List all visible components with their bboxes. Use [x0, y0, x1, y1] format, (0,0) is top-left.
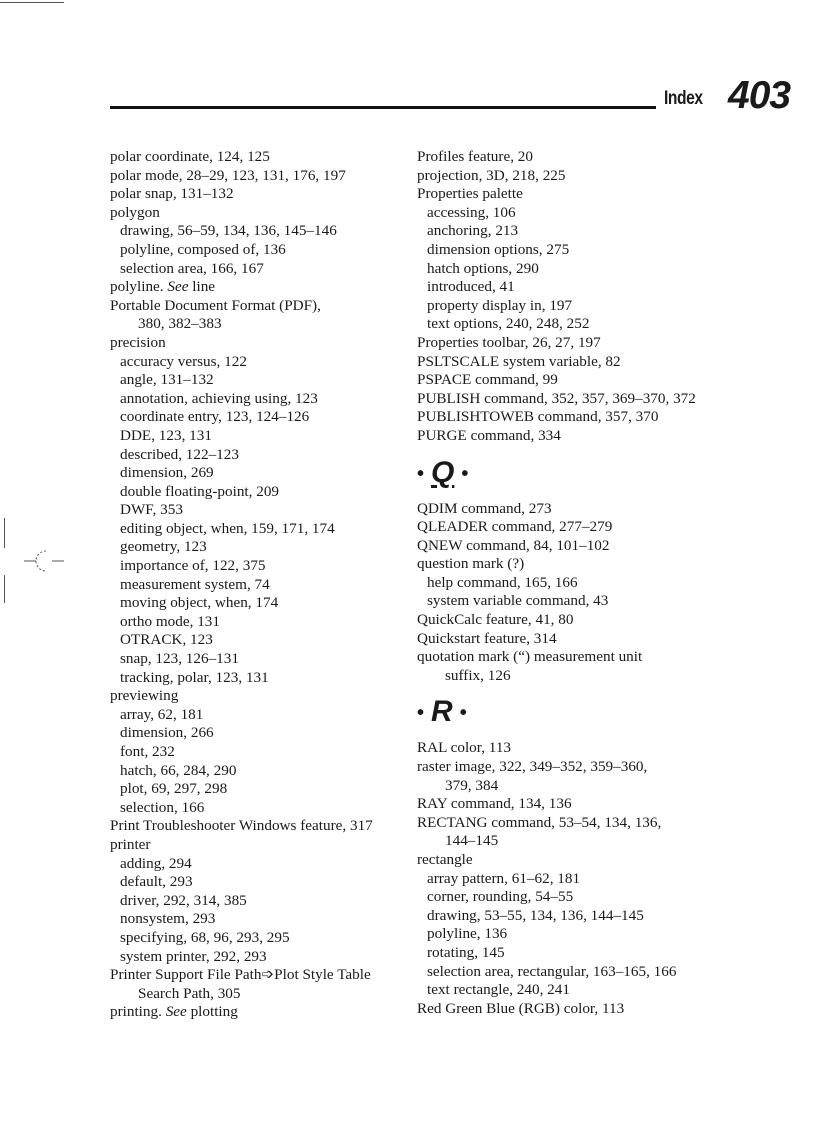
index-subentry	[110, 371, 410, 390]
bullet-icon: •	[417, 702, 425, 725]
entry-text: tracking, polar, 123, 131	[120, 668, 269, 686]
entry-text: Profiles feature, 20	[417, 148, 533, 165]
entry-text: font, 232	[120, 743, 175, 760]
index-entry	[417, 500, 717, 519]
index-entry-continuation	[110, 315, 410, 334]
entry-text: geometry, 123	[120, 538, 207, 556]
entry-text: PUBLISHTOWEB command, 357, 370	[417, 408, 659, 426]
see-reference: See	[165, 1003, 187, 1021]
index-subentry	[110, 762, 410, 781]
index-entry-continuation	[110, 985, 410, 1004]
index-subentry	[110, 464, 410, 483]
entry-text: rectangle	[417, 851, 473, 868]
entry-text: dimension, 266	[120, 724, 214, 742]
entry-text: accessing, 106	[427, 203, 516, 221]
entry-text: polyline, composed of, 136	[120, 240, 286, 258]
entry-text: previewing	[110, 687, 179, 705]
entry-text: QNEW command, 84, 101–102	[417, 536, 610, 554]
index-subentry	[417, 297, 717, 316]
entry-text: suffix, 126	[445, 666, 511, 684]
entry-text: selection area, rectangular, 163–165, 166	[427, 962, 677, 980]
index-subentry	[417, 870, 717, 889]
index-entry	[417, 537, 717, 556]
index-entry	[417, 185, 717, 204]
index-entry	[417, 648, 717, 667]
entry-text: 380, 382–383	[138, 315, 222, 333]
index-subentry	[110, 631, 410, 650]
crop-mark-left-lower	[4, 575, 5, 603]
index-subentry	[110, 427, 410, 446]
index-entry	[110, 204, 410, 223]
entry-text: question mark (?)	[417, 555, 525, 573]
index-subentry	[110, 520, 410, 539]
entry-text: text rectangle, 240, 241	[427, 981, 570, 999]
index-subentry	[417, 241, 717, 260]
entry-text: polygon	[110, 203, 160, 221]
index-entry	[110, 167, 410, 186]
entry-text: driver, 292, 314, 385	[120, 891, 247, 909]
entry-text: anchoring, 213	[427, 222, 519, 240]
section-heading-r	[417, 685, 717, 739]
entry-text: plot, 69, 297, 298	[120, 780, 228, 798]
entry-text: corner, rounding, 54–55	[427, 888, 574, 906]
entry-text: adding, 294	[120, 854, 192, 872]
entry-text: accuracy versus, 122	[120, 352, 247, 370]
entry-text: editing object, when, 159, 171, 174	[120, 519, 335, 537]
index-entry-continuation	[417, 832, 717, 851]
see-target: line	[188, 278, 216, 296]
entry-text: importance of, 122, 375	[120, 557, 266, 575]
entry-text: PUBLISH command, 352, 357, 369–370, 372	[417, 389, 696, 407]
entry-text: PURGE command, 334	[417, 426, 561, 444]
entry-text: QDIM command, 273	[417, 499, 552, 517]
entry-text: precision	[110, 333, 166, 351]
page-number: 403	[728, 74, 791, 117]
entry-text: help command, 165, 166	[427, 573, 578, 591]
entry-text: annotation, achieving using, 123	[120, 389, 318, 407]
index-subentry	[110, 557, 410, 576]
index-entry	[417, 371, 717, 390]
section-letter-q: Q	[431, 455, 455, 489]
index-subentry	[110, 855, 410, 874]
entry-text: PSPACE command, 99	[417, 371, 558, 389]
index-subentry	[110, 222, 410, 241]
entry-text: raster image, 322, 349–352, 359–360,	[417, 758, 648, 776]
crop-mark-left-upper	[4, 518, 5, 548]
index-entry	[110, 334, 410, 353]
index-column-right	[417, 148, 717, 1018]
entry-text: RECTANG command, 53–54, 134, 136,	[417, 813, 662, 831]
index-entry	[417, 148, 717, 167]
index-subentry	[110, 948, 410, 967]
index-entry	[417, 518, 717, 537]
index-subentry	[110, 650, 410, 669]
entry-text: dimension options, 275	[427, 240, 570, 258]
entry-text: projection, 3D, 218, 225	[417, 166, 566, 184]
running-header-title: Index	[664, 88, 703, 109]
index-subentry	[110, 929, 410, 948]
entry-text: printing.	[110, 1003, 166, 1021]
entry-text: array, 62, 181	[120, 705, 204, 723]
index-entry	[110, 278, 410, 297]
entry-text: 144–145	[445, 832, 499, 850]
index-entry	[110, 817, 410, 836]
index-subentry	[110, 613, 410, 632]
index-entry	[417, 630, 717, 649]
index-column-left	[110, 148, 410, 1022]
bullet-icon: •	[459, 702, 467, 725]
index-entry	[417, 795, 717, 814]
index-subentry	[110, 780, 410, 799]
index-entry	[417, 555, 717, 574]
entry-text: Search Path, 305	[138, 984, 241, 1002]
entry-text: polar mode, 28–29, 123, 131, 176, 197	[110, 166, 346, 184]
index-entry	[417, 758, 717, 777]
entry-text: system variable command, 43	[427, 592, 609, 610]
entry-text: system printer, 292, 293	[120, 947, 267, 965]
entry-text: RAL color, 113	[417, 739, 512, 757]
entry-text: text options, 240, 248, 252	[427, 315, 590, 333]
index-group-q	[417, 500, 717, 686]
entry-text: polyline.	[110, 278, 168, 296]
index-subentry	[417, 944, 717, 963]
index-subentry	[110, 910, 410, 929]
index-entry	[417, 427, 717, 446]
index-subentry	[417, 907, 717, 926]
index-subentry	[110, 873, 410, 892]
registration-mark-icon	[24, 549, 64, 573]
header-rule	[110, 106, 656, 109]
entry-text: property display in, 197	[427, 296, 573, 314]
index-entry	[417, 814, 717, 833]
index-entry	[417, 167, 717, 186]
entry-text: hatch, 66, 284, 290	[120, 761, 237, 779]
entry-text: selection area, 166, 167	[120, 259, 264, 277]
index-entry	[110, 836, 410, 855]
index-subentry	[110, 892, 410, 911]
entry-text: polyline, 136	[427, 925, 508, 943]
see-reference: See	[167, 278, 189, 296]
entry-text: Printer Support File Path➩Plot Style Table	[110, 966, 371, 984]
index-subentry	[110, 799, 410, 818]
index-subentry	[110, 483, 410, 502]
entry-text: dimension, 269	[120, 464, 214, 482]
entry-text: QLEADER command, 277–279	[417, 518, 613, 536]
index-subentry	[417, 315, 717, 334]
index-entry	[417, 739, 717, 758]
entry-text: default, 293	[120, 873, 193, 891]
entry-text: DDE, 123, 131	[120, 426, 212, 444]
index-subentry	[110, 446, 410, 465]
entry-text: snap, 123, 126–131	[120, 650, 239, 668]
index-entry	[417, 408, 717, 427]
see-target: plotting	[186, 1003, 238, 1021]
index-subentry	[110, 408, 410, 427]
entry-text: described, 122–123	[120, 445, 239, 463]
index-group-p	[417, 148, 717, 446]
entry-text: RAY command, 134, 136	[417, 795, 572, 813]
entry-text: Properties palette	[417, 185, 523, 203]
index-subentry	[417, 260, 717, 279]
entry-text: 379, 384	[445, 776, 499, 794]
entry-text: PSLTSCALE system variable, 82	[417, 352, 621, 370]
entry-text: rotating, 145	[427, 943, 505, 961]
bullet-icon: •	[417, 462, 425, 485]
index-entry	[417, 334, 717, 353]
index-entry	[417, 611, 717, 630]
entry-text: ortho mode, 131	[120, 612, 220, 630]
entry-text: double floating-point, 209	[120, 482, 280, 500]
entry-text: drawing, 56–59, 134, 136, 145–146	[120, 222, 337, 240]
index-entry	[110, 148, 410, 167]
index-subentry	[110, 538, 410, 557]
index-subentry	[417, 574, 717, 593]
index-subentry	[110, 669, 410, 688]
index-subentry	[110, 576, 410, 595]
index-group-r	[417, 739, 717, 1018]
index-entry	[417, 1000, 717, 1019]
index-subentry	[110, 743, 410, 762]
index-subentry	[417, 981, 717, 1000]
index-entry	[110, 966, 410, 985]
index-entry	[110, 687, 410, 706]
bullet-icon: •	[461, 462, 469, 485]
entry-text: DWF, 353	[120, 501, 183, 519]
entry-text: OTRACK, 123	[120, 631, 213, 649]
entry-text: polar coordinate, 124, 125	[110, 148, 270, 165]
entry-text: drawing, 53–55, 134, 136, 144–145	[427, 906, 644, 924]
index-subentry	[110, 501, 410, 520]
index-subentry	[110, 241, 410, 260]
entry-text: specifying, 68, 96, 293, 295	[120, 928, 290, 946]
index-subentry	[417, 925, 717, 944]
index-entry-continuation	[417, 667, 717, 686]
entry-text: introduced, 41	[427, 278, 515, 296]
index-entry	[417, 851, 717, 870]
index-entry	[417, 353, 717, 372]
entry-text: selection, 166	[120, 798, 205, 816]
index-subentry	[417, 204, 717, 223]
entry-text: moving object, when, 174	[120, 594, 279, 612]
entry-text: hatch options, 290	[427, 259, 539, 277]
entry-text: Properties toolbar, 26, 27, 197	[417, 333, 601, 351]
section-heading-q	[417, 446, 717, 500]
entry-text: polar snap, 131–132	[110, 185, 234, 203]
index-entry	[417, 390, 717, 409]
index-subentry	[417, 222, 717, 241]
entry-text: angle, 131–132	[120, 371, 214, 389]
index-subentry	[417, 963, 717, 982]
entry-text: nonsystem, 293	[120, 910, 216, 928]
entry-text: measurement system, 74	[120, 575, 270, 593]
entry-text: coordinate entry, 123, 124–126	[120, 408, 310, 426]
entry-text: QuickCalc feature, 41, 80	[417, 611, 574, 629]
index-subentry	[417, 592, 717, 611]
index-subentry	[417, 888, 717, 907]
entry-text: Print Troubleshooter Windows feature, 317	[110, 817, 373, 835]
index-subentry	[110, 594, 410, 613]
index-subentry	[110, 260, 410, 279]
index-entry	[110, 297, 410, 316]
index-subentry	[110, 390, 410, 409]
entry-text: Portable Document Format (PDF),	[110, 296, 321, 314]
section-letter-r: R	[431, 695, 453, 729]
entry-text: quotation mark (“) measurement unit	[417, 648, 643, 666]
index-entry	[110, 1003, 410, 1022]
index-entry-continuation	[417, 777, 717, 796]
index-subentry	[110, 724, 410, 743]
index-subentry	[110, 353, 410, 372]
index-subentry	[417, 278, 717, 297]
entry-text: Quickstart feature, 314	[417, 629, 557, 647]
index-entry	[110, 185, 410, 204]
entry-text: Red Green Blue (RGB) color, 113	[417, 999, 625, 1017]
index-subentry	[110, 706, 410, 725]
entry-text: printer	[110, 835, 151, 853]
crop-mark-top	[0, 2, 64, 3]
entry-text: array pattern, 61–62, 181	[427, 869, 581, 887]
